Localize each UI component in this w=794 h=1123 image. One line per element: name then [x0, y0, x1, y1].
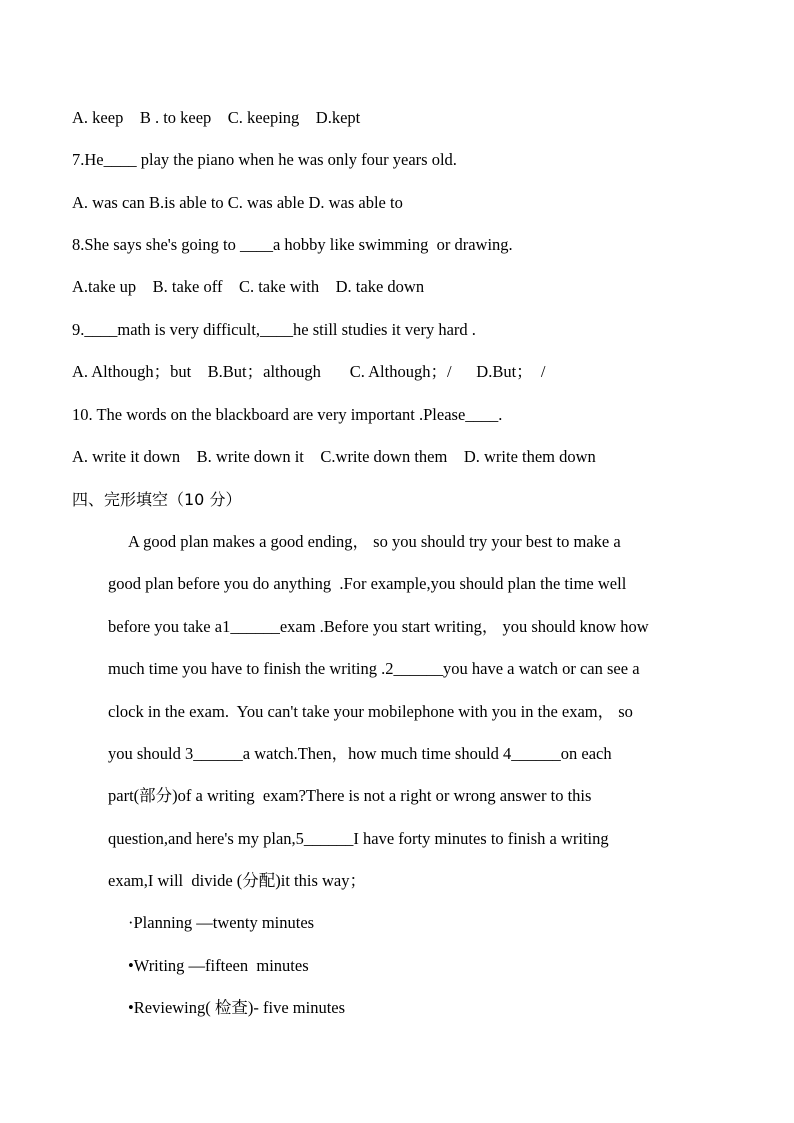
- passage-line: you should 3______a watch.Then，how much time should 4______on each: [108, 744, 612, 763]
- passage-line: before you take a1______exam .Before you start writing， you should know how: [108, 617, 649, 636]
- question-9-options: A. Although；but B.But；although C. Although；/ D.But； /: [72, 362, 546, 381]
- question-9: 9.____math is very difficult,____he still studies it very hard .: [72, 320, 476, 339]
- question-10-options: A. write it down B. write down it C.write down them D. write them down: [72, 447, 596, 466]
- question-6-options: A. keep B . to keep C. keeping D.kept: [72, 108, 361, 127]
- passage-line: good plan before you do anything .For example,you should plan the time well: [108, 574, 627, 593]
- question-10: 10. The words on the blackboard are very important .Please____.: [72, 405, 503, 424]
- passage-line: A good plan makes a good ending， so you should try your best to make a: [128, 532, 621, 551]
- passage-line: question,and here's my plan,5______I have forty minutes to finish a writing: [108, 829, 609, 848]
- plan-bullet: •Writing —fifteen minutes: [128, 956, 309, 975]
- question-8: 8.She says she's going to ____a hobby like swimming or drawing.: [72, 235, 513, 254]
- plan-bullet: •Reviewing( 检查)- five minutes: [128, 998, 346, 1017]
- passage-line: exam,I will divide (分配)it this way；: [108, 871, 366, 890]
- passage-line: part(部分)of a writing exam?There is not a right or wrong answer to this: [108, 786, 592, 805]
- question-7-options: A. was can B.is able to C. was able D. was able to: [72, 193, 403, 212]
- plan-bullet: ·Planning —twenty minutes: [128, 913, 315, 932]
- passage-line: much time you have to finish the writing .2______you have a watch or can see a: [108, 659, 640, 678]
- passage-line: clock in the exam. You can't take your mobilephone with you in the exam， so: [108, 702, 633, 721]
- question-7: 7.He____ play the piano when he was only four years old.: [72, 150, 457, 169]
- section-heading: 四、完形填空（10 分）: [72, 490, 242, 509]
- question-8-options: A.take up B. take off C. take with D. take down: [72, 277, 425, 296]
